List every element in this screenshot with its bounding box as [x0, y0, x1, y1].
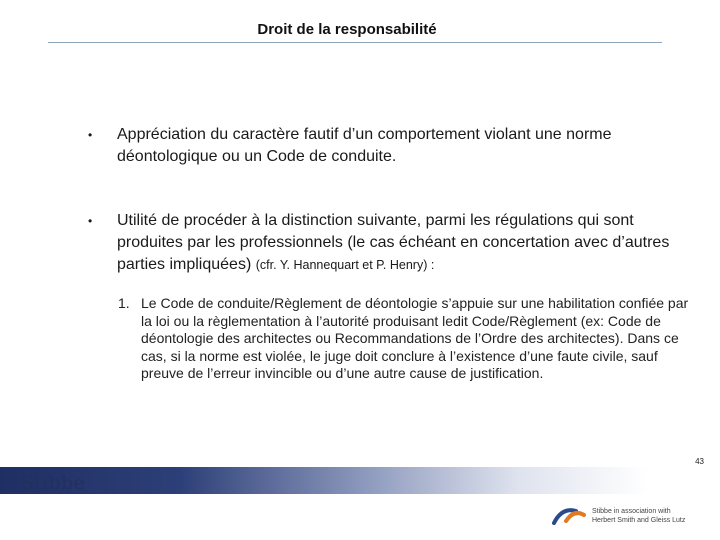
- partner-line-2: Herbert Smith and Gleiss Lutz: [592, 517, 686, 524]
- bullet-marker: •: [88, 214, 93, 228]
- subitem-number: 1.: [118, 295, 130, 311]
- bullet-text-container: [117, 210, 688, 276]
- subitem-text: Le Code de conduite/Règlement de déontologie s’appuie sur une habilitation confiée par la loi ou la règlementation à l’autorité produisant ledit Code/Règlement (ex: Code de déontologie des architectes ou Recommandations de l’Ordre des architectes). Dans ce cas, si la norme est violée, le juge doit conclure à l’existence d’une faute civile, sauf preuve de l’erreur invincible ou d’une autre cause de justification.: [141, 295, 689, 382]
- bullet-text: Utilité de procéder à la distinction suivante, parmi les régulations qui sont produites par les professionnels (le cas échéant en concertation avec d’autres parties impliquées): [117, 212, 670, 273]
- bullet-item: [88, 124, 688, 168]
- partner-logo-icon: [552, 505, 586, 525]
- slide-title: Droit de la responsabilité: [257, 21, 437, 38]
- footer-band: [0, 467, 720, 494]
- stibbe-logo: Stibbe: [21, 472, 86, 494]
- bullet-marker: •: [88, 128, 93, 142]
- bullet-citation: (cfr. Y. Hannequart et P. Henry) :: [255, 258, 435, 272]
- page-number: 43: [695, 457, 704, 466]
- numbered-subitem: [118, 295, 690, 383]
- partner-block: [552, 503, 716, 533]
- partner-line-1: Stibbe in association with: [592, 508, 671, 515]
- bullet-text: Appréciation du caractère fautif d’un comportement violant une norme déontologique ou un Code de conduite.: [117, 126, 612, 165]
- title-divider: [48, 42, 662, 43]
- bullet-item: [88, 210, 688, 276]
- footer: [0, 467, 720, 540]
- partner-text: [592, 507, 685, 525]
